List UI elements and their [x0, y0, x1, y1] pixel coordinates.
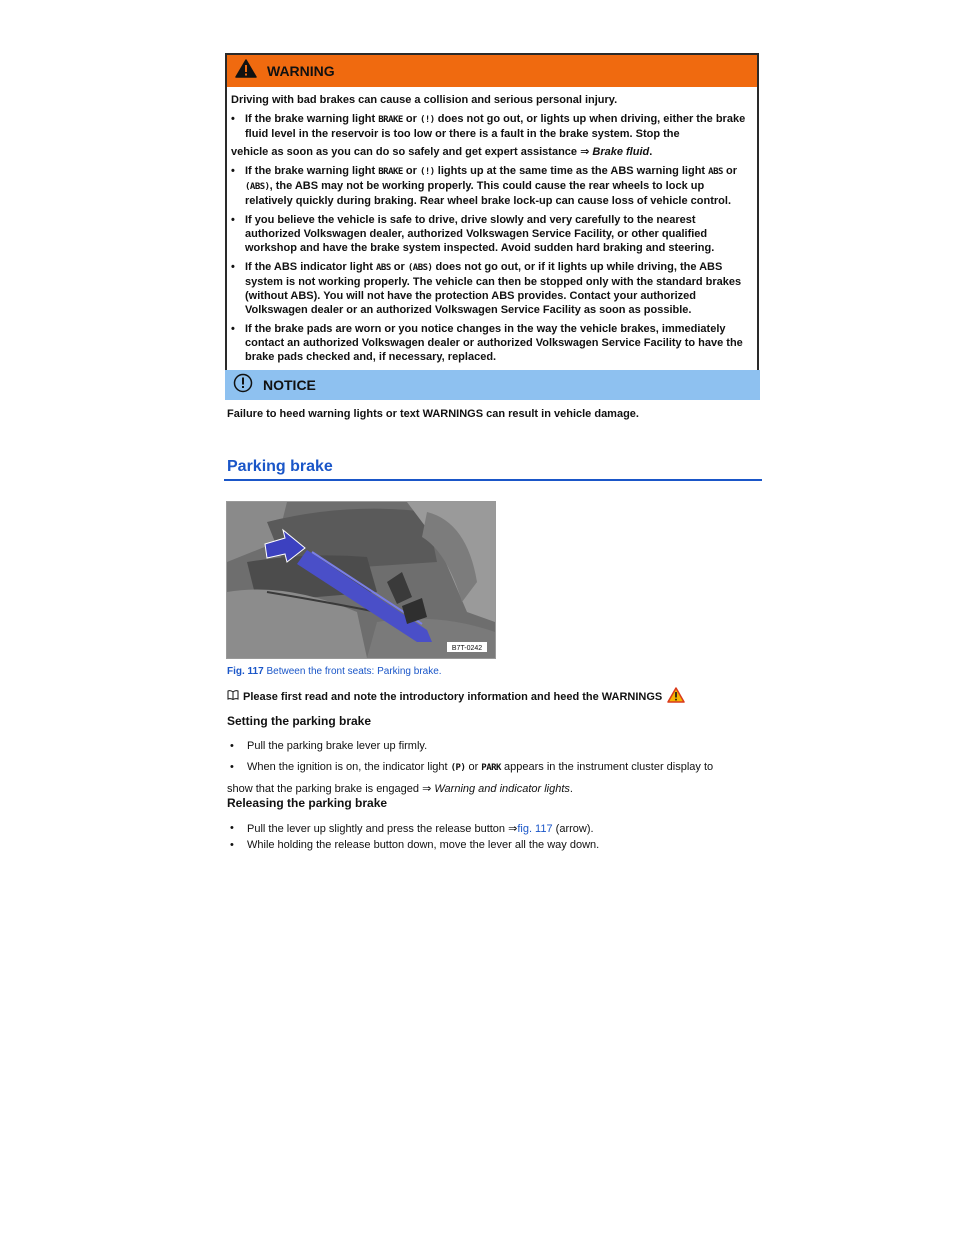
bullet-dot: • — [230, 839, 234, 851]
text: or — [722, 165, 737, 177]
bullet-dot: • — [230, 740, 234, 752]
notice-text: Failure to heed warning lights or text WARNINGS can result in vehicle damage. — [227, 408, 639, 420]
setting-bullet — [230, 761, 713, 773]
warning-triangle-icon — [667, 687, 685, 706]
text: While holding the release button down, move the lever all the way down. — [247, 839, 600, 851]
intro-line — [227, 687, 685, 706]
warning-title: WARNING — [267, 63, 335, 79]
bullet-dot: • — [230, 822, 234, 834]
parking-brake-illustration — [227, 502, 495, 658]
abs-circle-icon: (ABS) — [245, 182, 270, 192]
text: Pull the lever up slightly and press the release button ⇒ — [247, 823, 518, 835]
text: If you believe the vehicle is safe to drive, drive slowly and very carefully to the nearest authorized Volkswagen dealer, authorized Volkswagen Service Facility, or other qualified workshop and have the brake system inspected. Avoid sudden hard braking and steering. — [245, 214, 715, 254]
releasing-bullet — [230, 839, 599, 851]
text: or — [402, 113, 420, 125]
brake-circle-icon: (!) — [419, 115, 435, 125]
warning-bullet — [231, 164, 749, 208]
text: When the ignition is on, the indicator light — [247, 761, 451, 773]
warning-header — [227, 55, 757, 87]
section-divider — [224, 479, 762, 481]
text: , the ABS may not be working properly. This could cause the rear wheels to lock up relatively quickly during braking. Rear wheel brake lock-up can cause loss of vehicle control. — [245, 180, 731, 207]
parking-brake-figure — [226, 501, 496, 659]
abs-circle-icon: (ABS) — [407, 263, 433, 273]
bullet-dot: • — [231, 214, 235, 226]
bullet-dot: • — [231, 113, 235, 125]
setting-continuation — [227, 782, 573, 795]
releasing-heading: Releasing the parking brake — [227, 796, 388, 810]
notice-title: NOTICE — [263, 377, 316, 393]
warning-bullet — [231, 322, 749, 364]
warning-intro: Driving with bad brakes can cause a collision and serious personal injury. — [231, 94, 618, 106]
abs-warning-icon: ABS — [375, 263, 391, 273]
warning-bullet — [231, 213, 749, 255]
brake-warning-icon: BRAKE — [378, 167, 403, 177]
text: vehicle as soon as you can do so safely and get expert assistance ⇒ — [231, 146, 593, 158]
figure-link[interactable]: fig. 117 — [517, 823, 553, 835]
warning-body — [227, 87, 757, 370]
text: does not go out, or if it lights up while driving, the ABS system is not working properly. The vehicle can then be stopped only with the standard brakes (without ABS). You will not have the protection ABS provides. Contact your authorized Volkswagen dealer or an authorized Volkswagen Service Facility as soon as possible. — [245, 261, 742, 316]
intro-text: Please first read and note the introductory information and heed the WARNINGS — [243, 690, 663, 703]
text: or — [390, 261, 408, 273]
text: . — [649, 146, 653, 158]
releasing-bullet — [230, 822, 594, 835]
notice-exclamation-icon — [233, 373, 253, 398]
abs-warning-icon: ABS — [708, 167, 723, 177]
brake-circle-icon: (!) — [419, 167, 435, 177]
bullet-dot: • — [231, 261, 235, 273]
parking-brake-indicator-icon: (P) — [450, 763, 466, 773]
warning-triangle-icon — [235, 59, 257, 83]
notice-box — [225, 370, 760, 400]
text: appears in the instrument cluster display to — [500, 761, 714, 773]
text: If the brake warning light — [245, 113, 379, 125]
warning-bullet — [231, 260, 749, 317]
setting-heading: Setting the parking brake — [227, 714, 372, 728]
figure-code: B7T-0242 — [451, 645, 483, 652]
text: (arrow). — [552, 823, 594, 835]
bullet-dot: • — [231, 323, 235, 335]
bullet-dot: • — [230, 761, 234, 773]
text: show that the parking brake is engaged ⇒ — [227, 783, 435, 795]
warning-lights-link[interactable]: Warning and indicator lights — [434, 783, 570, 795]
text: or — [402, 165, 420, 177]
text: does not go out, or lights up when driving, either the brake fluid level in the reservoir is too low or there is a fault in the brake system. Stop the — [245, 113, 746, 140]
setting-bullet — [230, 740, 427, 752]
figure-caption-text: Between the front seats: Parking brake. — [263, 666, 442, 677]
text: . — [569, 783, 573, 795]
bullet-dot: • — [231, 165, 235, 177]
text: If the ABS indicator light — [245, 261, 376, 273]
text: or — [465, 761, 482, 773]
text: Pull the parking brake lever up firmly. — [247, 740, 428, 752]
brake-warning-icon: BRAKE — [378, 115, 403, 125]
text: If the brake pads are worn or you notice changes in the way the vehicle brakes, immediately contact an authorized Volkswagen dealer or authorized Volkswagen Service Facility to have the brake pads checked and, if necessary, replaced. — [245, 323, 743, 363]
figure-number: Fig. 117 — [227, 666, 264, 677]
book-icon — [227, 690, 239, 703]
park-indicator-icon: PARK — [481, 763, 501, 773]
figure-caption — [227, 666, 442, 677]
warning-bullet — [231, 112, 749, 141]
brake-fluid-link[interactable]: Brake fluid — [592, 146, 650, 158]
warning-box — [225, 53, 759, 372]
text: lights up at the same time as the ABS warning light — [434, 165, 709, 177]
text: If the brake warning light — [245, 165, 379, 177]
section-title: Parking brake — [227, 458, 333, 475]
